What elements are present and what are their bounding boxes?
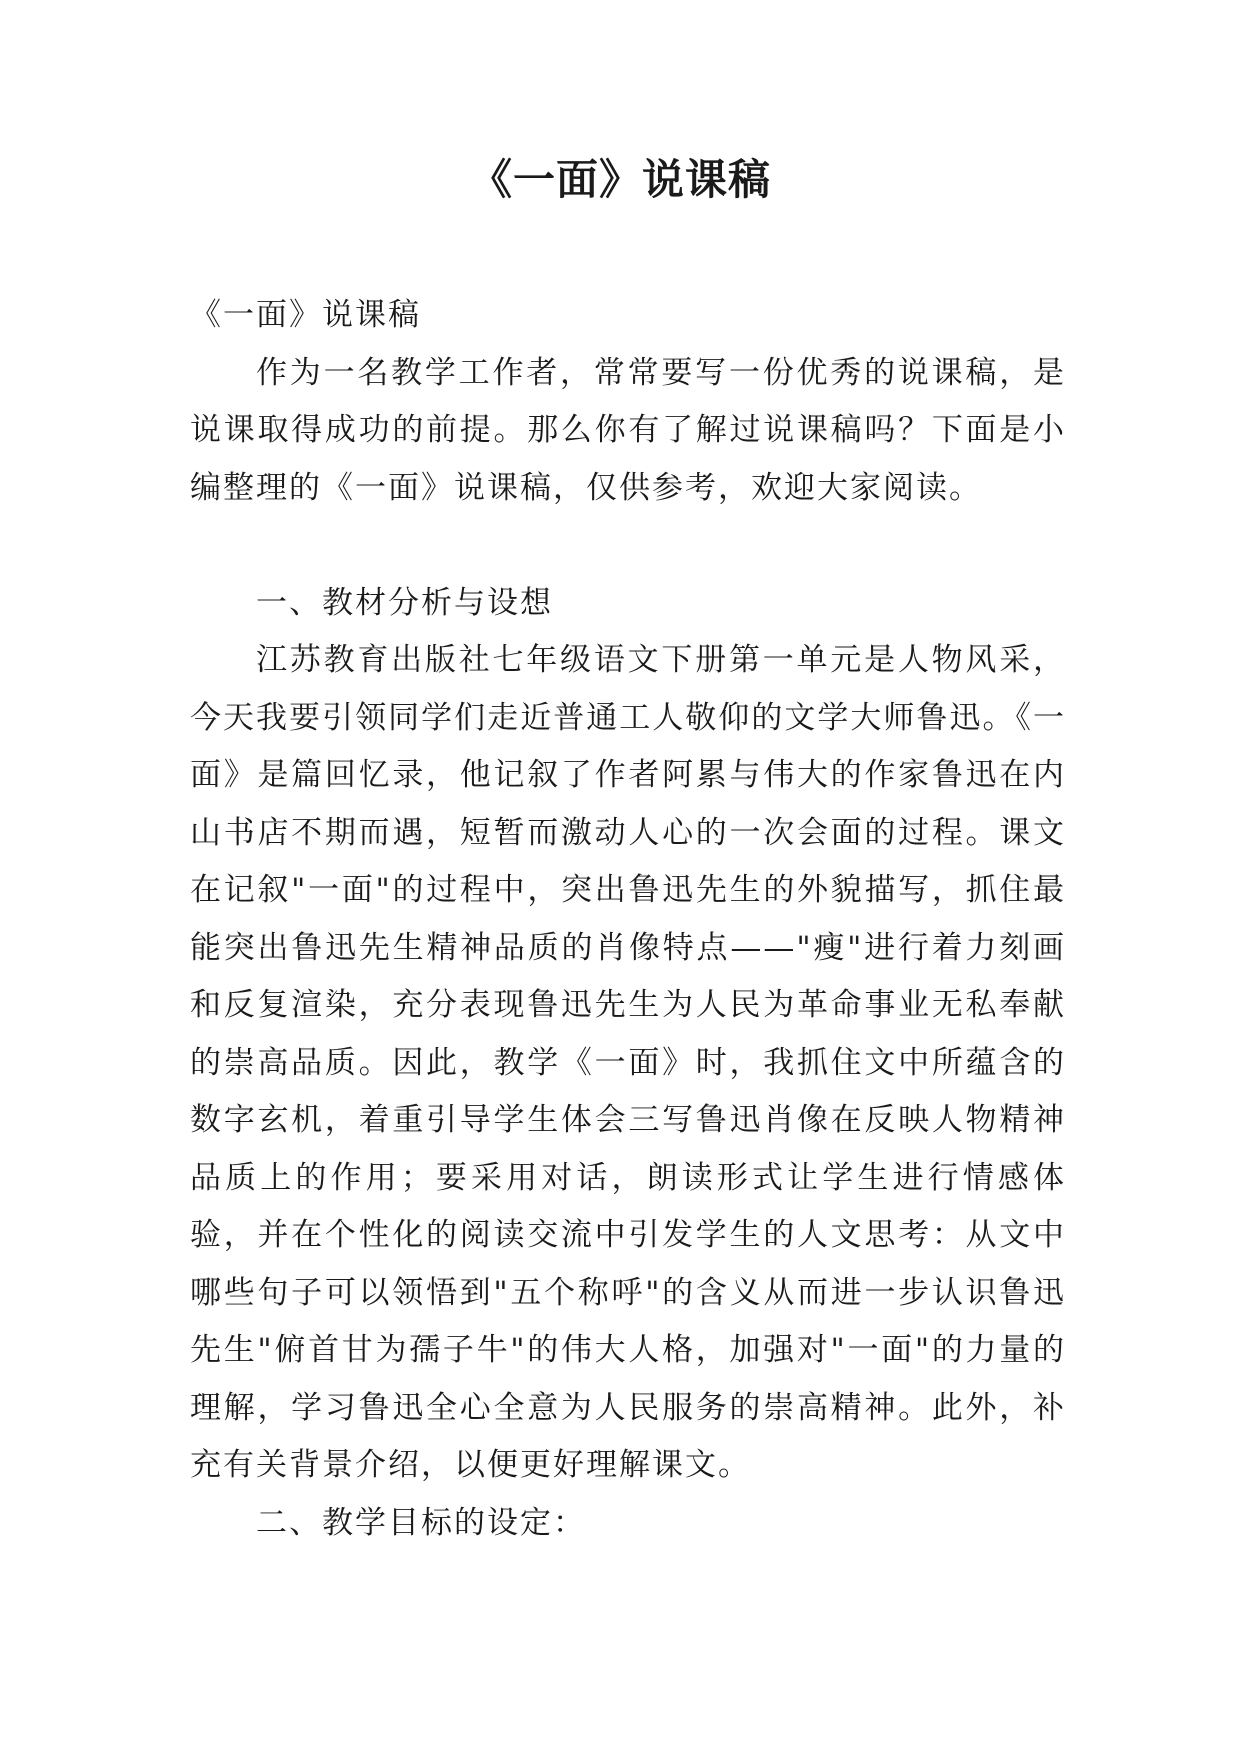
document-title: 《一面》说课稿 [469,155,771,204]
section-heading-1: 一、教材分析与设想 [256,584,553,621]
document-subtitle: 《一面》说课稿 [190,297,421,333]
paragraph-spacer [190,517,1066,575]
document-body [190,287,1066,1552]
section-1-paragraph: 江苏教育出版社七年级语文下册第一单元是人物风采，今天我要引领同学们走近普通工人敬仰的文学大师鲁迅。《一面》是篇回忆录，他记叙了作者阿累与伟大的作家鲁迅在内山书店不期而遇，短暂而激动人心的一次会面的过程。课文在记叙"一面"的过程中，突出鲁迅先生的外貌描写，抓住最能突出鲁迅先生精神品质的肖像特点——"瘦"进行着力刻画和反复渲染，充分表现鲁迅先生为人民为革命事业无私奉献的崇高品质。因此，教学《一面》时，我抓住文中所蕴含的数字玄机，着重引导学生体会三写鲁迅肖像在反映人物精神品质上的作用；要采用对话，朗读形式让学生进行情感体验，并在个性化的阅读交流中引发学生的人文思考：从文中哪些句子可以领悟到"五个称呼"的含义从而进一步认识鲁迅先生"俯首甘为孺子牛"的伟大人格，加强对"一面"的力量的理解，学习鲁迅全心全意为人民服务的崇高精神。此外，补充有关背景介绍，以便更好理解课文。 [190,642,1066,1483]
intro-paragraph: 作为一名教学工作者，常常要写一份优秀的说课稿，是说课取得成功的前提。那么你有了解过说课稿吗？下面是小编整理的《一面》说课稿，仅供参考，欢迎大家阅读。 [190,354,1066,506]
section-heading-2: 二、教学目标的设定： [256,1504,586,1541]
